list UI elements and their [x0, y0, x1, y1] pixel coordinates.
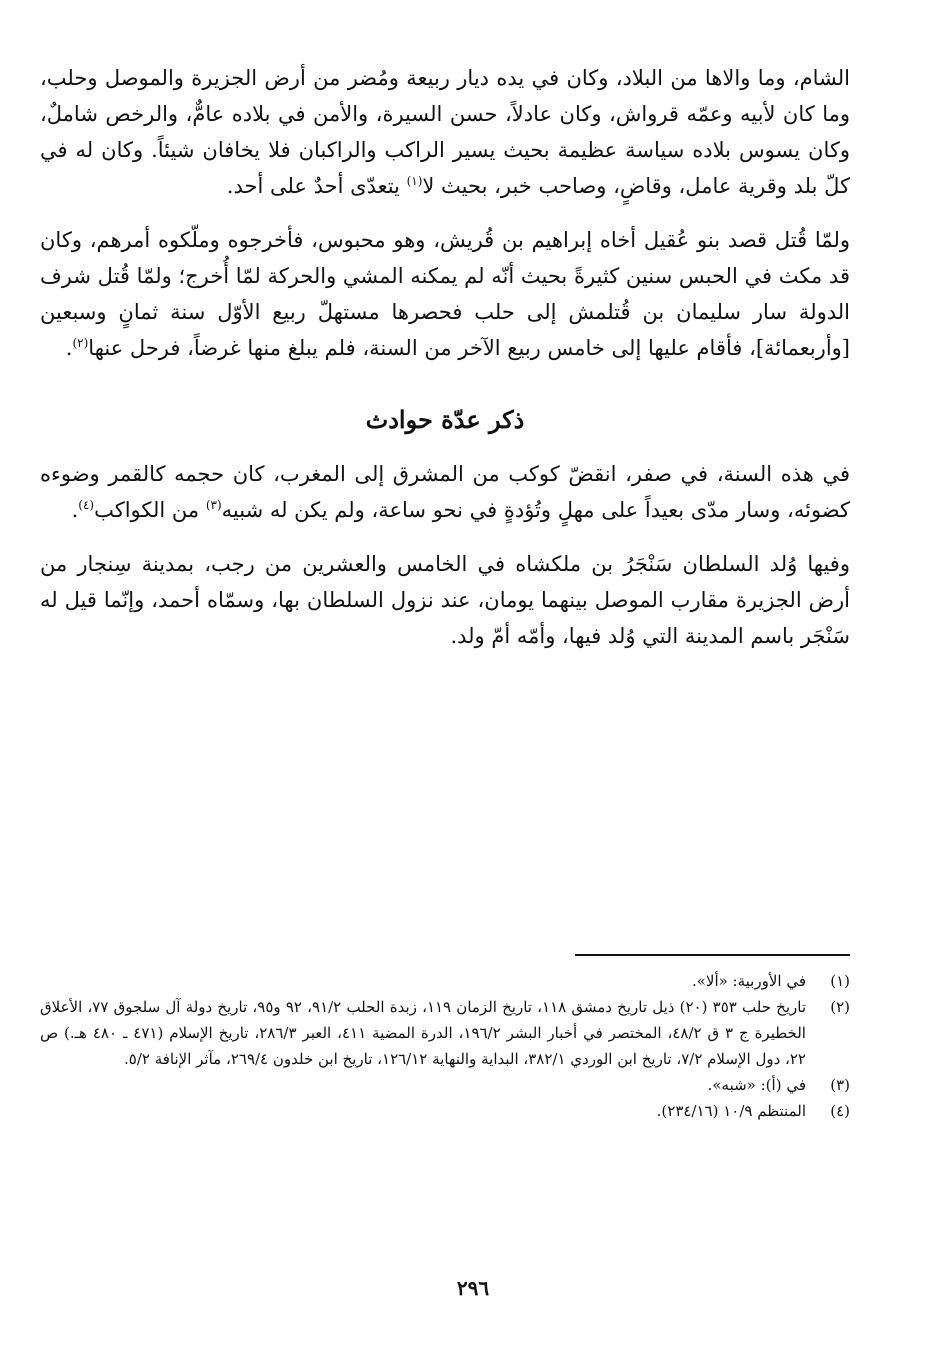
footnote-number: (٣)	[830, 1076, 850, 1094]
footnote-ref-3: (٣)	[205, 498, 222, 512]
footnotes	[40, 954, 850, 1124]
section-heading: ذكر عدّة حوادث	[365, 405, 525, 434]
paragraph-1-text: الشام، وما والاها من البلاد، وكان في يده ديار ربيعة ومُضر من أرض الجزيرة والموصل وحلب، وما كان لأبيه وعمّه قرواش، وكان عادلاً، حسن السيرة، والأمن في بلاده عامٌّ، والرخص شاملٌ، وكان يسوس بلاده سياسة عظيمة بحيث يسير الراكب والراكبان فلا يخافان شيئاً. وكان له في كلّ بلد وقرية عامل، وقاضٍ، وصاحب خبر، بحيث لا	[40, 66, 850, 198]
paragraph-3-text: في هذه السنة، في صفر، انقضّ كوكب من المشرق إلى المغرب، كان حجمه كالقمر وضوءه كضوئه، وسار مدّى بعيداً على مهلٍ وتُؤدةٍ في نحو ساعة، ولم يكن له شبيه	[40, 462, 850, 522]
paragraph-2-tail: .	[65, 336, 73, 360]
footnote-number: (١)	[830, 972, 850, 990]
footnote-3	[40, 1072, 850, 1098]
footnote-text: في الأوربية: «ألا».	[691, 972, 806, 990]
paragraph-3-tail: .	[71, 498, 79, 522]
footnote-text: تاريخ حلب ٣٥٣ (٢٠) ذيل تاريخ دمشق ١١٨، تاريخ الزمان ١١٩، زبدة الحلب ٩١/٢، ٩٢ و٩٥، تاريخ دولة آل سلجوق ٧٧، الأعلاق الخطيرة ج ٣ ق ٤٨/٢، المختصر في أخبار البشر ١٩٦/٢، الدرة المضية ٤١١، العبر ٢٨٦/٣، تاريخ الإسلام (٤٧١ ـ ٤٨٠ هـ.) ص ٢٢، دول الإسلام ٧/٢، تاريخ ابن الوردي ٣٨٢/١، البداية والنهاية ١٢٦/١٢، تاريخ ابن خلدون ٢٦٩/٤، مآثر الإنافة ٥/٢.	[40, 998, 807, 1068]
paragraph-1-tail: يتعدّى أحدٌ على أحد.	[226, 174, 407, 198]
paragraph-4	[40, 546, 850, 654]
footnote-4	[40, 1098, 850, 1124]
footnote-number: (٢)	[830, 998, 850, 1016]
paragraph-2-text: ولمّا قُتل قصد بنو عُقيل أخاه إبراهيم بن قُريش، وهو محبوس، فأخرجوه وملّكوه أمرهم، وكان قد مكث في الحبس سنين كثيرةً بحيث أنّه لم يمكنه المشي والحركة لمّا أُخرج؛ ولمّا قُتل شرف الدولة سار سليمان بن قُتلمش إلى حلب فحصرها مستهلّ ربيع الأوّل سنة ثمانٍ وسبعين [وأربعمائة]، فأقام عليها إلى خامس ربيع الآخر من السنة، فلم يبلغ منها غرضاً، فرحل عنها	[40, 228, 850, 360]
footnote-2	[40, 994, 850, 1072]
page-number: ٢٩٦	[456, 1276, 490, 1300]
footnote-separator	[575, 954, 850, 956]
paragraph-3-mid: من الكواكب	[94, 498, 206, 522]
footnote-1	[40, 968, 850, 994]
main-text	[40, 60, 850, 672]
paragraph-2	[40, 222, 850, 366]
footnote-ref-4: (٤)	[78, 498, 95, 512]
footnote-ref-2: (٢)	[72, 336, 89, 350]
footnote-text: المنتظم ١٠/٩ (٢٣٤/١٦).	[656, 1102, 806, 1120]
footnote-ref-1: (١)	[406, 174, 423, 188]
footnote-number: (٤)	[830, 1102, 850, 1120]
paragraph-3	[40, 456, 850, 528]
paragraph-4-text: وفيها وُلد السلطان سَنْجَرُ بن ملكشاه في الخامس والعشرين من رجب، بمدينة سِنجار من أرض الجزيرة مقارب الموصل بينهما يومان، عند نزول السلطان بها، وسمّاه أحمد، وإنّما قيل له سَنْجَر باسم المدينة التي وُلد فيها، وأمّه أمّ ولد.	[40, 552, 850, 648]
footnote-text: في (أ): «شبه».	[707, 1076, 806, 1094]
paragraph-1	[40, 60, 850, 204]
